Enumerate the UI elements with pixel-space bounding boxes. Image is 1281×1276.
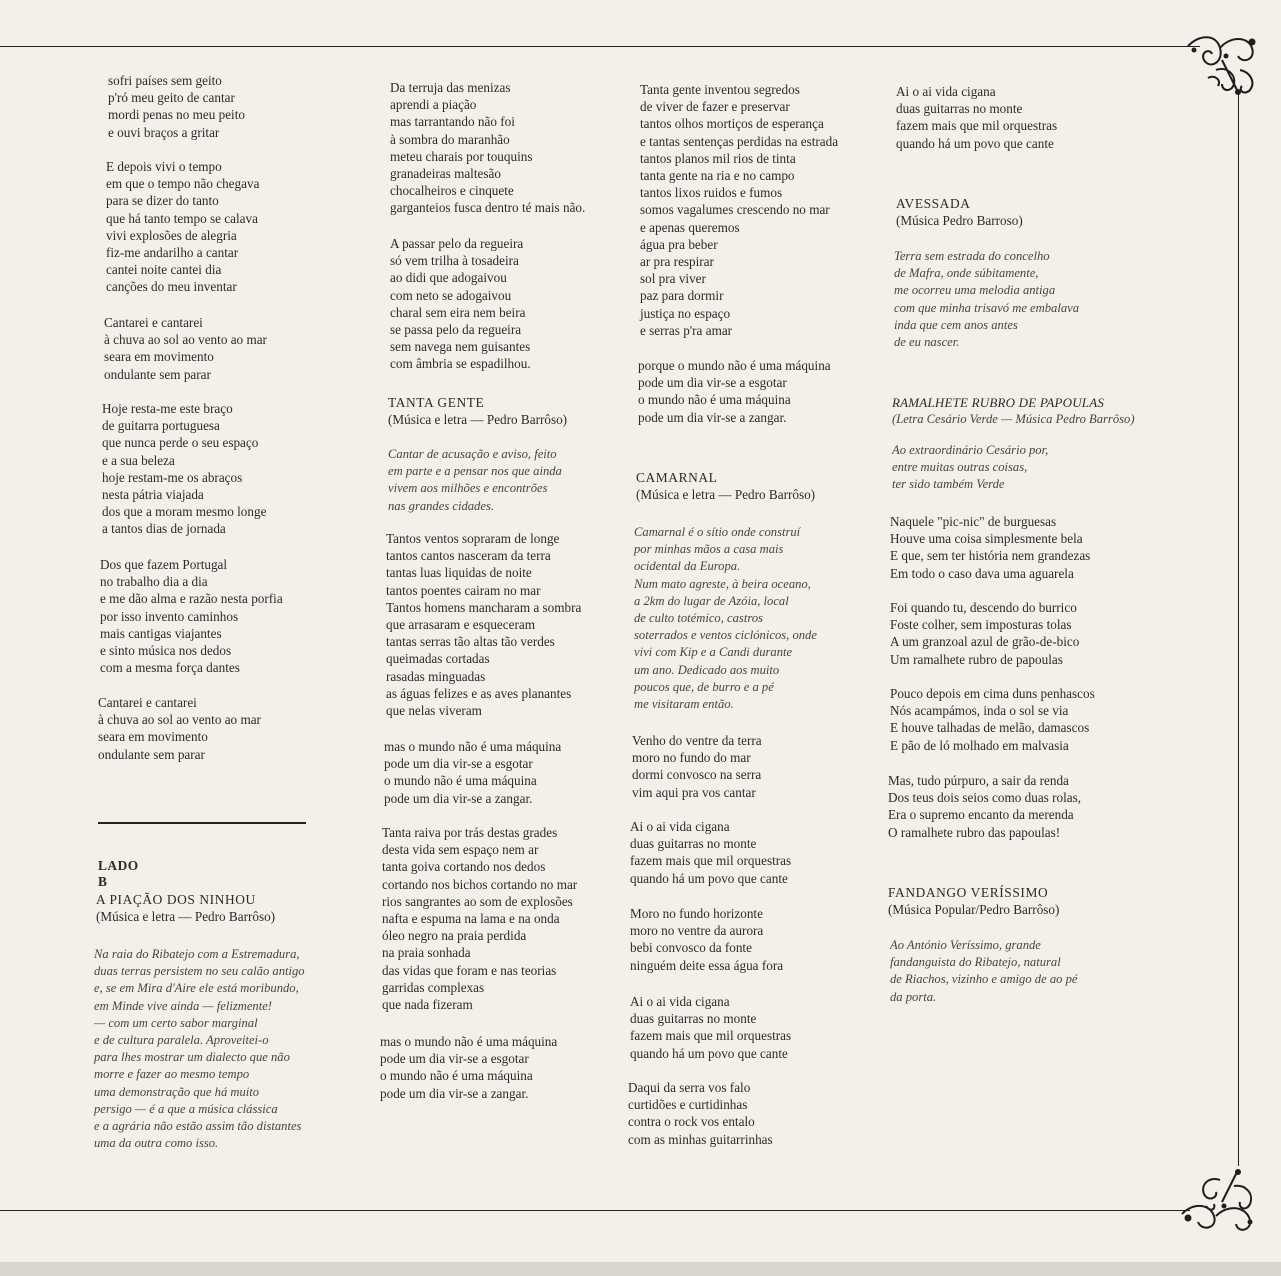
lyric-line: fazem mais que mil orquestras xyxy=(896,118,1058,134)
col2-song-note xyxy=(388,446,562,515)
lyric-line: E depois vivi o tempo xyxy=(106,159,222,174)
col4-song2-heading xyxy=(892,394,1135,428)
song-credit: (Letra Cesário Verde — Música Pedro Barrôso) xyxy=(892,412,1135,427)
song-credit: (Música e letra — Pedro Barrôso) xyxy=(388,412,568,428)
col3-song-heading xyxy=(636,469,815,503)
lyric-line: à sombra do maranhão xyxy=(390,131,510,147)
lyric-line: dormi convosco na serra xyxy=(632,767,762,783)
lyric-line: água pra beber xyxy=(640,236,718,252)
lyric-line: cortando nos bichos cortando no mar xyxy=(382,876,578,892)
note-line: me visitaram então. xyxy=(634,697,734,712)
col4-stanza-3 xyxy=(890,599,1079,668)
right-border-rule xyxy=(1238,94,1239,1166)
col4-stanza-4 xyxy=(890,685,1095,754)
note-line: vivem aos milhões e encontrões xyxy=(388,481,548,496)
lyric-line: pode um dia vir-se a zangar. xyxy=(380,1085,529,1101)
lyric-line: mas o mundo não é uma máquina xyxy=(384,739,562,754)
note-line: soterrados e ventos ciclónicos, onde xyxy=(634,628,817,643)
lyric-line: Naquele "pic-nic" de burguesas xyxy=(890,514,1057,529)
note-line: em Minde vive ainda — felizmente! xyxy=(94,998,273,1013)
lyric-line: e apenas queremos xyxy=(640,219,740,235)
col1-stanza-3 xyxy=(104,314,267,383)
lyric-line: E que, sem ter história nem grandezas xyxy=(890,548,1091,564)
lyric-line: Da terruja das menizas xyxy=(390,80,511,95)
lyric-line: quando há um povo que cante xyxy=(896,135,1054,151)
song-title: AVESSADA xyxy=(896,196,971,211)
lyric-line: nafta e espuma na lama e na onda xyxy=(382,911,560,927)
col3-stanza-7 xyxy=(628,1079,773,1148)
song-credit: (Música Popular/Pedro Barrôso) xyxy=(888,902,1060,918)
lyric-line: tantos planos mil rios de tinta xyxy=(640,150,796,166)
col1-stanza-1 xyxy=(108,72,245,141)
note-line: vivi com Kip e a Candi durante xyxy=(634,645,793,660)
col4-stanza-1 xyxy=(896,83,1057,152)
lyric-line: mas o mundo não é uma máquina xyxy=(380,1034,558,1049)
lyric-line: Tanta raiva por trás destas grades xyxy=(382,825,558,840)
note-line: de culto totémico, castros xyxy=(634,611,763,626)
lyric-line: rasadas minguadas xyxy=(386,668,486,684)
col1-stanza-2 xyxy=(106,158,259,296)
note-line: por minhas mãos a casa mais xyxy=(634,542,784,557)
lyric-line: cantei noite cantei dia xyxy=(106,262,222,278)
song-title: A PIAÇÃO DOS NINHOU xyxy=(96,892,256,907)
lyric-line: na praia sonhada xyxy=(382,945,471,961)
lyric-line: moro no fundo do mar xyxy=(632,750,751,766)
note-line: morre e fazer ao mesmo tempo xyxy=(94,1067,250,1082)
lyric-line: sem navega nem guisantes xyxy=(390,339,531,355)
lyric-line: porque o mundo não é uma máquina xyxy=(638,358,831,373)
col3-stanza-6 xyxy=(630,993,791,1062)
lyric-line: tantos olhos mortiços de esperança xyxy=(640,116,824,132)
note-line: Ao extraordinário Cesário por, xyxy=(892,443,1049,457)
col1-side-label xyxy=(98,858,139,890)
lyric-line: curtidões e curtidinhas xyxy=(628,1097,748,1113)
col1-stanza-6 xyxy=(98,694,261,763)
lyric-line: ao didi que adogaivou xyxy=(390,270,507,286)
note-line: — com um certo sabor marginal xyxy=(94,1015,258,1030)
lyric-line: contra o rock vos entalo xyxy=(628,1114,755,1130)
col2-song-heading xyxy=(388,394,567,428)
lyric-line: ninguém deite essa água fora xyxy=(630,957,784,973)
note-line: me ocorreu uma melodia antiga xyxy=(894,283,1056,298)
lyric-line: mas tarrantando não foi xyxy=(390,114,515,130)
lyric-line: das vidas que foram e nas teorias xyxy=(382,962,557,978)
lyric-line: dos que a moram mesmo longe xyxy=(102,504,267,520)
lyric-line: Foi quando tu, descendo do burrico xyxy=(890,600,1077,615)
lyric-line: quando há um povo que cante xyxy=(630,870,788,886)
col4-song1-note xyxy=(894,248,1079,351)
lyric-line: que há tanto tempo se calava xyxy=(106,210,258,226)
note-line: de eu nascer. xyxy=(894,335,960,350)
song-title: CAMARNAL xyxy=(636,470,718,485)
note-line: Terra sem estrada do concelho xyxy=(894,249,1050,263)
lyric-line: Mas, tudo púrpuro, a sair da renda xyxy=(888,773,1069,788)
lyric-line: e a sua beleza xyxy=(102,452,175,468)
lyric-line: as águas felizes e as aves planantes xyxy=(386,685,572,701)
bottom-border-rule xyxy=(0,1210,1190,1211)
lyric-line: à chuva ao sol ao vento ao mar xyxy=(104,332,267,348)
lyric-line: pode um dia vir-se a esgotar xyxy=(380,1051,529,1067)
col2-stanza-6 xyxy=(380,1033,557,1102)
note-line: Camarnal é o sítio onde construí xyxy=(634,525,801,539)
note-line: duas terras persistem no seu calão antigo xyxy=(94,964,305,979)
lyric-line: Hoje resta-me este braço xyxy=(102,401,233,416)
lyric-line: meteu charais por touquins xyxy=(390,148,533,164)
lyric-line: e me dão alma e razão nesta porfia xyxy=(100,591,283,607)
note-line: e, se em Mira d'Aire ele está moribundo, xyxy=(94,981,299,996)
lyric-line: Houve uma coisa simplesmente bela xyxy=(890,531,1083,547)
lyric-line: fiz-me andarilho a cantar xyxy=(106,245,239,261)
lyric-line: com as minhas guitarrinhas xyxy=(628,1131,773,1147)
lyric-line: E houve talhadas de melão, damascos xyxy=(890,720,1090,736)
lyric-line: o mundo não é uma máquina xyxy=(638,392,791,408)
note-line: uma demonstração que há muito xyxy=(94,1084,260,1099)
flourish-ornament-bottom-icon xyxy=(1176,1166,1260,1238)
lyric-line: Dos teus dois seios como duas rolas, xyxy=(888,790,1082,806)
col3-song-note xyxy=(634,524,817,713)
lyric-line: O ramalhete rubro das papoulas! xyxy=(888,824,1061,840)
lyric-line: sol pra viver xyxy=(640,271,706,287)
lyric-line: que arrasaram e esqueceram xyxy=(386,617,535,633)
lyric-line: garganteios fusca dentro té mais não. xyxy=(390,200,586,216)
lyric-line: justiça no espaço xyxy=(640,305,731,321)
lyric-line: Nós acampámos, inda o sol se via xyxy=(890,703,1069,719)
lyric-line: Dos que fazem Portugal xyxy=(100,557,228,572)
note-line: e de cultura paralela. Aproveitei-o xyxy=(94,1033,269,1048)
song-credit: (Música e letra — Pedro Barrôso) xyxy=(636,487,816,503)
col2-stanza-1 xyxy=(390,79,585,217)
lyric-line: rios sangrantes ao som de explosões xyxy=(382,893,573,909)
lyric-line: tantas serras tão altas tão verdes xyxy=(386,634,555,650)
lyric-line: seara em movimento xyxy=(98,729,208,745)
col3-stanza-4 xyxy=(630,818,791,887)
lyric-line: Ai o ai vida cigana xyxy=(896,84,996,99)
lyric-line: pode um dia vir-se a esgotar xyxy=(638,375,787,391)
lyric-line: tantas luas liquidas de noite xyxy=(386,565,532,581)
lyric-line: fazem mais que mil orquestras xyxy=(630,853,792,869)
lyric-line: com neto se adogaivou xyxy=(390,287,512,303)
lyric-line: Foste colher, sem imposturas tolas xyxy=(890,617,1072,633)
side-label: LADO B xyxy=(98,858,139,889)
note-line: ter sido também Verde xyxy=(892,477,1005,492)
lyric-line: pode um dia vir-se a esgotar xyxy=(384,756,533,772)
lyric-line: bebi convosco da fonte xyxy=(630,940,752,956)
note-line: e a agrária não estão assim tão distantes xyxy=(94,1119,302,1134)
note-line: entre muitas outras coisas, xyxy=(892,460,1028,475)
lyric-line: desta vida sem espaço nem ar xyxy=(382,842,539,858)
note-line: da porta. xyxy=(890,989,937,1004)
lyric-line: Tantos ventos sopraram de longe xyxy=(386,531,560,546)
col4-stanza-2 xyxy=(890,513,1090,582)
lyric-line: paz para dormir xyxy=(640,288,724,304)
note-line: uma da outra como isso. xyxy=(94,1136,219,1151)
col4-song1-heading xyxy=(896,195,1023,229)
lyric-line: tantos cantos nasceram da terra xyxy=(386,548,551,564)
note-line: inda que cem anos antes xyxy=(894,317,1018,332)
note-line: Na raia do Ribatejo com a Estremadura, xyxy=(94,947,300,961)
lyric-line: garridas complexas xyxy=(382,979,485,995)
note-line: com que minha trisavó me embalava xyxy=(894,300,1080,315)
lyric-line: nesta pátria viajada xyxy=(102,487,204,503)
col3-stanza-3 xyxy=(632,732,762,801)
lyric-line: mordi penas no meu peito xyxy=(108,107,245,123)
col2-stanza-2 xyxy=(390,235,531,373)
lyric-line: o mundo não é uma máquina xyxy=(380,1068,533,1084)
lyric-line: Cantarei e cantarei xyxy=(98,695,197,710)
lyric-line: no trabalho dia a dia xyxy=(100,574,208,590)
song-title: RAMALHETE RUBRO DE PAPOULAS xyxy=(892,395,1105,410)
note-line: nas grandes cidades. xyxy=(388,498,494,513)
lyric-line: com âmbria se espadilhou. xyxy=(390,356,531,372)
lyric-line: fazem mais que mil orquestras xyxy=(630,1028,792,1044)
lyric-line: que nada fizeram xyxy=(382,997,473,1013)
col4-song2-note xyxy=(892,442,1048,494)
lyric-line: A passar pelo da regueira xyxy=(390,236,524,251)
note-line: de Riachos, vizinho e amigo de ao pé xyxy=(890,972,1078,987)
flourish-ornament-top-icon xyxy=(1180,30,1262,100)
lyric-line: Tanta gente inventou segredos xyxy=(640,82,800,97)
lyric-line: ondulante sem parar xyxy=(98,746,205,762)
note-line: Num mato agreste, à beira oceano, xyxy=(634,576,811,591)
lyric-line: chocalheiros e cinquete xyxy=(390,183,514,199)
col1-stanza-5 xyxy=(100,556,283,676)
note-line: a 2km do lugar de Azóia, local xyxy=(634,593,789,608)
lyric-line: A um granzoal azul de grão-de-bico xyxy=(890,634,1080,650)
lyric-line: vivi explosões de alegria xyxy=(106,227,237,243)
lyric-line: de guitarra portuguesa xyxy=(102,418,220,434)
note-line: de Mafra, onde súbitamente, xyxy=(894,266,1039,281)
lyric-line: só vem trilha à tosadeira xyxy=(390,253,519,269)
lyric-line: óleo negro na praia perdida xyxy=(382,928,527,944)
note-line: um ano. Dedicado aos muito xyxy=(634,662,780,677)
lyric-line: a tantos dias de jornada xyxy=(102,521,226,537)
col1-stanza-4 xyxy=(102,400,266,538)
lyric-line: pode um dia vir-se a zangar. xyxy=(638,409,787,425)
lyric-line: Venho do ventre da terra xyxy=(632,733,762,748)
note-line: Ao António Veríssimo, grande xyxy=(890,938,1041,952)
lyric-line: p'ró meu geito de cantar xyxy=(108,90,235,106)
lyric-line: com a mesma força dantes xyxy=(100,660,240,676)
note-line: Cantar de acusação e aviso, feito xyxy=(388,447,557,461)
lyric-line: Ai o ai vida cigana xyxy=(630,819,730,834)
lyric-line: Moro no fundo horizonte xyxy=(630,906,763,921)
col2-stanza-3 xyxy=(386,530,581,719)
lyric-line: pode um dia vir-se a zangar. xyxy=(384,790,533,806)
lyric-line: Cantarei e cantarei xyxy=(104,315,203,330)
col1-song-note xyxy=(94,946,305,1152)
note-line: fandanguista do Ribatejo, natural xyxy=(890,955,1061,970)
lyric-line: Tantos homens mancharam a sombra xyxy=(386,599,582,615)
lyric-line: e tantas sentenças perdidas na estrada xyxy=(640,133,839,149)
lyric-line: ar pra respirar xyxy=(640,254,714,270)
lyric-line: Um ramalhete rubro de papoulas xyxy=(890,651,1063,667)
lyric-line: duas guitarras no monte xyxy=(630,836,757,852)
lyric-line: queimadas cortadas xyxy=(386,651,490,667)
lyric-line: E pão de ló molhado em malvasia xyxy=(890,737,1069,753)
col3-stanza-1 xyxy=(640,81,838,339)
lyric-line: por isso invento caminhos xyxy=(100,608,239,624)
lyric-line: aprendi a piação xyxy=(390,97,477,113)
lyric-line: Ai o ai vida cigana xyxy=(630,994,730,1009)
top-border-rule xyxy=(0,46,1200,47)
lyric-line: tantos lixos ruidos e fumos xyxy=(640,185,783,201)
lyric-line: canções do meu inventar xyxy=(106,279,237,295)
note-line: para lhes mostrar um dialecto que não xyxy=(94,1050,290,1065)
col4-song3-note xyxy=(890,937,1077,1006)
lyric-line: granadeiras maltesão xyxy=(390,166,501,182)
lyric-line: moro no ventre da aurora xyxy=(630,923,764,939)
lyric-line: em que o tempo não chegava xyxy=(106,176,260,192)
col4-song3-heading xyxy=(888,884,1059,918)
song-credit: (Música e letra — Pedro Barrôso) xyxy=(96,909,276,925)
song-title: TANTA GENTE xyxy=(388,395,485,410)
lyric-line: e serras p'ra amar xyxy=(640,322,733,338)
lyric-line: tanta goiva cortando nos dedos xyxy=(382,859,546,875)
lyric-line: quando há um povo que cante xyxy=(630,1045,788,1061)
col2-stanza-5 xyxy=(382,824,577,1013)
col3-stanza-5 xyxy=(630,905,783,974)
lyric-line: duas guitarras no monte xyxy=(896,101,1023,117)
col3-stanza-2 xyxy=(638,357,831,426)
song-credit: (Música Pedro Barroso) xyxy=(896,213,1023,229)
lyric-line: mais cantigas viajantes xyxy=(100,625,222,641)
lyric-line: que nunca perde o seu espaço xyxy=(102,435,259,451)
note-line: persigo — é a que a música clássica xyxy=(94,1101,278,1116)
lyric-line: hoje restam-me os abraços xyxy=(102,469,243,485)
lyric-line: charal sem eira nem beira xyxy=(390,304,526,320)
section-separator xyxy=(98,822,306,824)
col2-stanza-4 xyxy=(384,738,561,807)
lyric-line: vim aqui pra vos cantar xyxy=(632,784,756,800)
lyric-line: tanta gente na ria e no campo xyxy=(640,168,795,184)
lyric-line: à chuva ao sol ao vento ao mar xyxy=(98,712,261,728)
col4-stanza-5 xyxy=(888,772,1081,841)
lyric-line: Daqui da serra vos falo xyxy=(628,1080,751,1095)
lyric-line: de viver de fazer e preservar xyxy=(640,99,790,115)
note-line: em parte e a pensar nos que ainda xyxy=(388,464,562,479)
lyric-line: somos vagalumes crescendo no mar xyxy=(640,202,830,218)
lyric-line: Em todo o caso dava uma aguarela xyxy=(890,565,1074,581)
lyric-line: para se dizer do tanto xyxy=(106,193,219,209)
lyric-line: e sinto música nos dedos xyxy=(100,643,232,659)
col1-song-heading xyxy=(96,891,275,925)
bottom-edge-strip xyxy=(0,1262,1281,1276)
lyric-line: Era o supremo encanto da merenda xyxy=(888,807,1074,823)
lyric-line: duas guitarras no monte xyxy=(630,1011,757,1027)
lyric-line: ondulante sem parar xyxy=(104,366,211,382)
note-line: ocidental da Europa. xyxy=(634,559,741,574)
lyric-line: seara em movimento xyxy=(104,349,214,365)
song-title: FANDANGO VERÍSSIMO xyxy=(888,885,1049,900)
lyric-line: que nelas viveram xyxy=(386,703,482,719)
lyric-line: e ouvi braços a gritar xyxy=(108,124,220,140)
lyric-line: Pouco depois em cima duns penhascos xyxy=(890,686,1095,701)
lyric-line: se passa pelo da regueira xyxy=(390,322,522,338)
lyric-line: o mundo não é uma máquina xyxy=(384,773,537,789)
lyric-line: sofri países sem geito xyxy=(108,73,222,88)
lyric-line: tantos poentes cairam no mar xyxy=(386,582,541,598)
note-line: poucos que, de burro e a pé xyxy=(634,679,774,694)
